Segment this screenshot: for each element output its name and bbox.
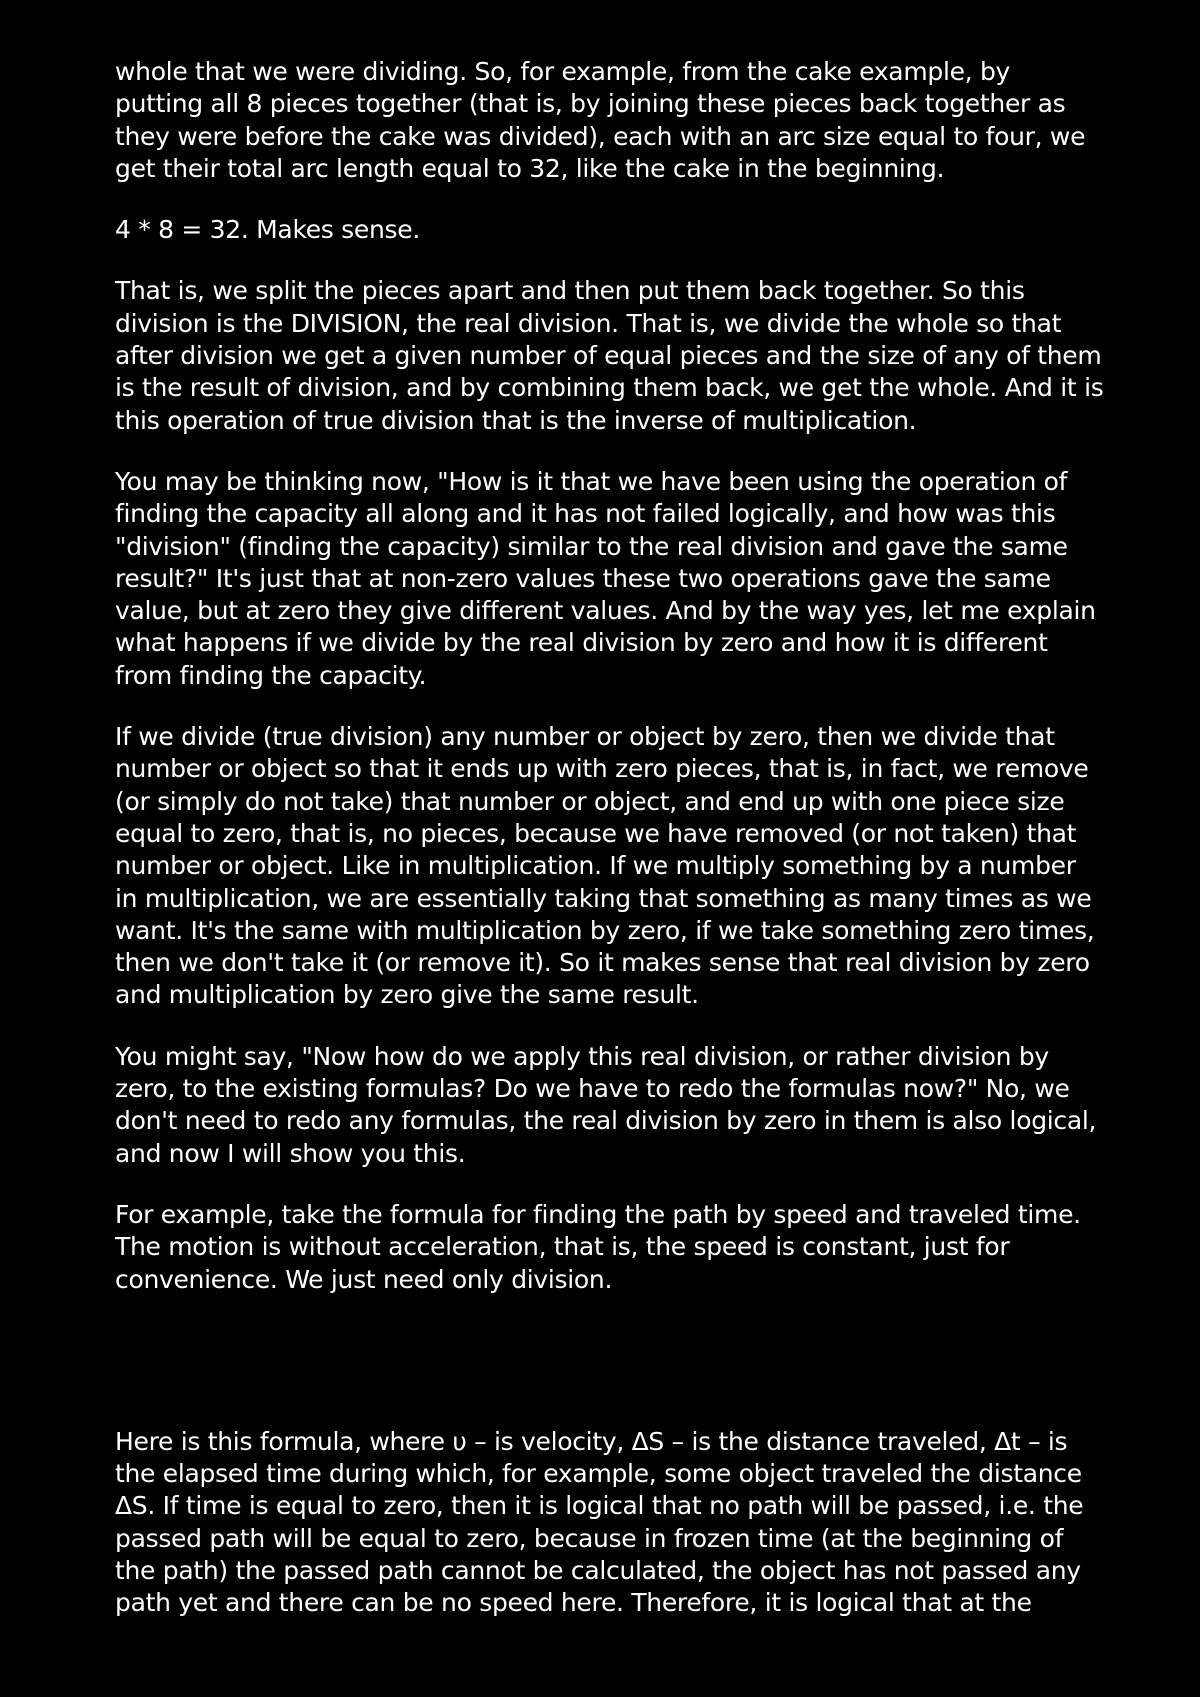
paragraph-line: whole that we were dividing. So, for example, from the cake example, by [115, 57, 1011, 86]
paragraph-line: You might say, "Now how do we apply this real division, or rather division by [115, 1041, 1049, 1071]
paragraph-line: number or object. Like in multiplication. If we multiply something by a number [115, 851, 1076, 881]
paragraph [115, 56, 1125, 185]
paragraph-line: number or object so that it ends up with zero pieces, that is, in fact, we remove [115, 754, 1089, 784]
paragraph-line: That is, we split the pieces apart and then put them back together. So this [115, 276, 1025, 306]
paragraph-line: equal to zero, that is, no pieces, because we have removed (or not taken) that [115, 818, 1077, 848]
paragraph [115, 1199, 1125, 1296]
paragraph [115, 214, 1125, 246]
paragraph-line: zero, to the existing formulas? Do we have to redo the formulas now?" No, we [115, 1074, 1070, 1104]
paragraph-line: Here is this formula, where υ – is velocity, ΔS – is the distance traveled, Δt – is [115, 1426, 1068, 1456]
paragraph-line: "division" (finding the capacity) similar to the real division and gave the same [115, 531, 1068, 561]
paragraph-line: finding the capacity all along and it has not failed logically, and how was this [115, 499, 1056, 529]
paragraph-line: after division we get a given number of equal pieces and the size of any of them [115, 341, 1102, 371]
paragraph-line: the path) the passed path cannot be calculated, the object has not passed any [115, 1555, 1081, 1585]
paragraph-line: 4 * 8 = 32. Makes sense. [115, 215, 420, 245]
formula-gap [115, 1325, 1125, 1426]
paragraph [115, 1426, 1125, 1620]
paragraph-line: get their total arc length equal to 32, like the cake in the beginning. [115, 153, 945, 183]
paragraph-line: in multiplication, we are essentially taking that something as many times as we [115, 883, 1092, 913]
paragraph-line: this operation of true division that is the inverse of multiplication. [115, 405, 917, 435]
paragraph-line: they were before the cake was divided), each with an arc size equal to four, we [115, 121, 1086, 151]
paragraph [115, 275, 1125, 436]
paragraph-line: what happens if we divide by the real division by zero and how it is different [115, 628, 1048, 658]
paragraph-line: then we don't take it (or remove it). So it makes sense that real division by zero [115, 948, 1090, 978]
paragraph-line: You may be thinking now, "How is it that we have been using the operation of [115, 466, 1068, 496]
paragraph-line: convenience. We just need only division. [115, 1264, 613, 1294]
paragraph [115, 466, 1125, 692]
paragraph-line: If we divide (true division) any number or object by zero, then we divide that [115, 722, 1055, 752]
paragraph-line: is the result of division, and by combining them back, we get the whole. And it is [115, 373, 1104, 403]
document-page [115, 56, 1125, 1649]
paragraph-line: division is the DIVISION, the real division. That is, we divide the whole so that [115, 308, 1062, 338]
paragraph-line: don't need to redo any formulas, the real division by zero in them is also logical, [115, 1106, 1097, 1136]
text-block-after-formula [115, 1426, 1125, 1620]
paragraph [115, 721, 1125, 1012]
paragraph-line: and now I will show you this. [115, 1138, 466, 1168]
paragraph-line: and multiplication by zero give the same result. [115, 980, 699, 1010]
paragraph-line: (or simply do not take) that number or object, and end up with one piece size [115, 786, 1065, 816]
text-block-before-formula [115, 56, 1125, 1296]
paragraph-line: putting all 8 pieces together (that is, by joining these pieces back together as [115, 89, 1066, 119]
paragraph-line: path yet and there can be no speed here. Therefore, it is logical that at the [115, 1588, 1032, 1618]
paragraph-line: passed path will be equal to zero, because in frozen time (at the beginning of [115, 1523, 1064, 1553]
paragraph-line: the elapsed time during which, for example, some object traveled the distance [115, 1459, 1082, 1489]
paragraph-line: result?" It's just that at non-zero values these two operations gave the same [115, 563, 1051, 593]
paragraph-line: The motion is without acceleration, that is, the speed is constant, just for [115, 1232, 1010, 1262]
paragraph-line: value, but at zero they give different values. And by the way yes, let me explain [115, 596, 1096, 626]
paragraph-line: ΔS. If time is equal to zero, then it is logical that no path will be passed, i.e. the [115, 1491, 1084, 1521]
paragraph-line: For example, take the formula for finding the path by speed and traveled time. [115, 1199, 1081, 1229]
paragraph-line: from finding the capacity. [115, 660, 427, 690]
paragraph [115, 1041, 1125, 1170]
paragraph-line: want. It's the same with multiplication by zero, if we take something zero times, [115, 915, 1095, 945]
